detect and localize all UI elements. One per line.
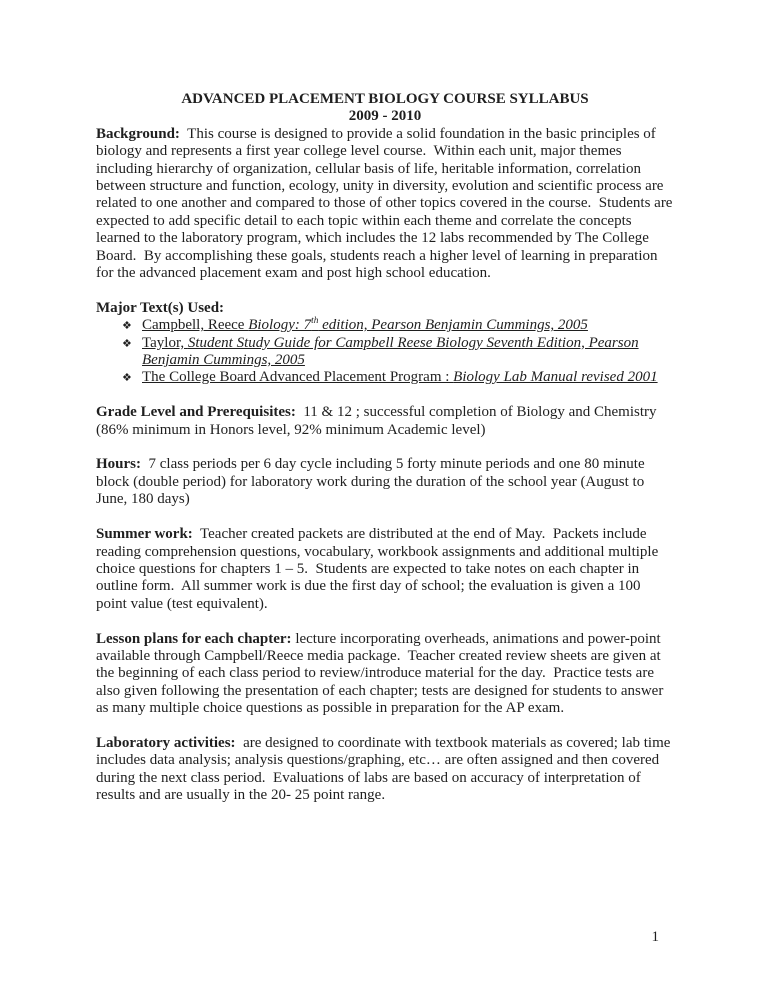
section-laboratory-activities-label: Laboratory activities:	[96, 734, 236, 751]
section-lesson-plans	[96, 631, 674, 718]
book-item	[96, 369, 674, 386]
section-grade-level	[96, 404, 674, 439]
section-background	[96, 125, 677, 283]
section-hours-body: 7 class periods per 6 day cycle including 5 forty minute periods and one 80 minute block (double period) for laboratory work during the duration of the school year (August to June, 180 days)	[96, 456, 649, 508]
page-subtitle: 2009 - 2010	[348, 108, 422, 125]
book-item	[96, 317, 674, 334]
section-lesson-plans-body: lecture incorporating overheads, animations and power-point available through Campbell/Reece media package. Teacher created review sheets are given at the beginning of each class period to review/introduce material for the day. Practice tests are also given following the presentation of each chapter; tests are designed for students to answer as many multiple choice questions as possible in preparation for the AP exam.	[96, 630, 668, 717]
page-title: ADVANCED PLACEMENT BIOLOGY COURSE SYLLABUS	[181, 91, 589, 107]
page-content	[96, 91, 677, 822]
section-laboratory-activities	[96, 735, 674, 805]
section-grade-level-body: 11 & 12 ; successful completion of Biology and Chemistry (86% minimum in Honors level, 92% minimum Academic level)	[96, 404, 661, 438]
book-item	[96, 335, 674, 370]
section-summer-work	[96, 526, 674, 613]
section-summer-work-body: Teacher created packets are distributed at the end of May. Packets include reading comprehension questions, vocabulary, workbook assignments and additional multiple choice questions for chapters 1 – 5. Students are expected to take notes on each chapter in outline form. All summer work is due the first day of school; the evaluation is given a 100 point value (test equivalent).	[96, 526, 662, 612]
book-citation: The College Board Advanced Placement Program : Biology Lab Manual revised 2001	[142, 369, 658, 386]
diamond-bullet-icon: ❖	[122, 337, 132, 350]
book-list	[96, 317, 674, 387]
section-hours	[96, 456, 674, 508]
section-laboratory-activities-body: are designed to coordinate with textbook materials as covered; lab time includes data analysis; analysis questions/graphing, etc… are often assigned and then covered during the next class period. Evaluations of labs are based on accuracy of interpretation of results and are usually in the 20- 25 point range.	[96, 734, 675, 804]
section-background-label: Background:	[96, 125, 180, 142]
section-grade-level-label: Grade Level and Prerequisites:	[96, 404, 296, 421]
section-major-texts-label: Major Text(s) Used:	[96, 299, 225, 316]
page-number: 1	[651, 929, 659, 945]
diamond-bullet-icon: ❖	[122, 320, 132, 333]
section-major-texts	[96, 300, 674, 387]
section-background-body: This course is designed to provide a solid foundation in the basic principles of biology and represents a first year college level course. Within each unit, major themes including hierarchy of organization, cellular basis of life, heritable information, correlation between structure and function, ecology, unity in diversity, evolution and scientific process are related to one another and compared to those of other topics covered in the course. Students are expected to add specific detail to each topic within each theme and correlate the concepts learned to the laboratory program, which includes the 12 labs recommended by The College Board. By accomplishing these goals, students reach a higher level of learning in preparation for the advanced placement exam and post high school education.	[96, 125, 677, 282]
book-citation: Taylor, Student Study Guide for Campbell Reese Biology Seventh Edition, Pearson Benjamin Cummings, 2005	[142, 334, 639, 369]
section-lesson-plans-label: Lesson plans for each chapter:	[96, 630, 292, 647]
diamond-bullet-icon: ❖	[122, 372, 132, 385]
book-citation: Campbell, Reece Biology: 7th edition, Pearson Benjamin Cummings, 2005	[142, 316, 588, 334]
section-hours-label: Hours:	[96, 456, 141, 473]
section-summer-work-label: Summer work:	[96, 526, 193, 543]
